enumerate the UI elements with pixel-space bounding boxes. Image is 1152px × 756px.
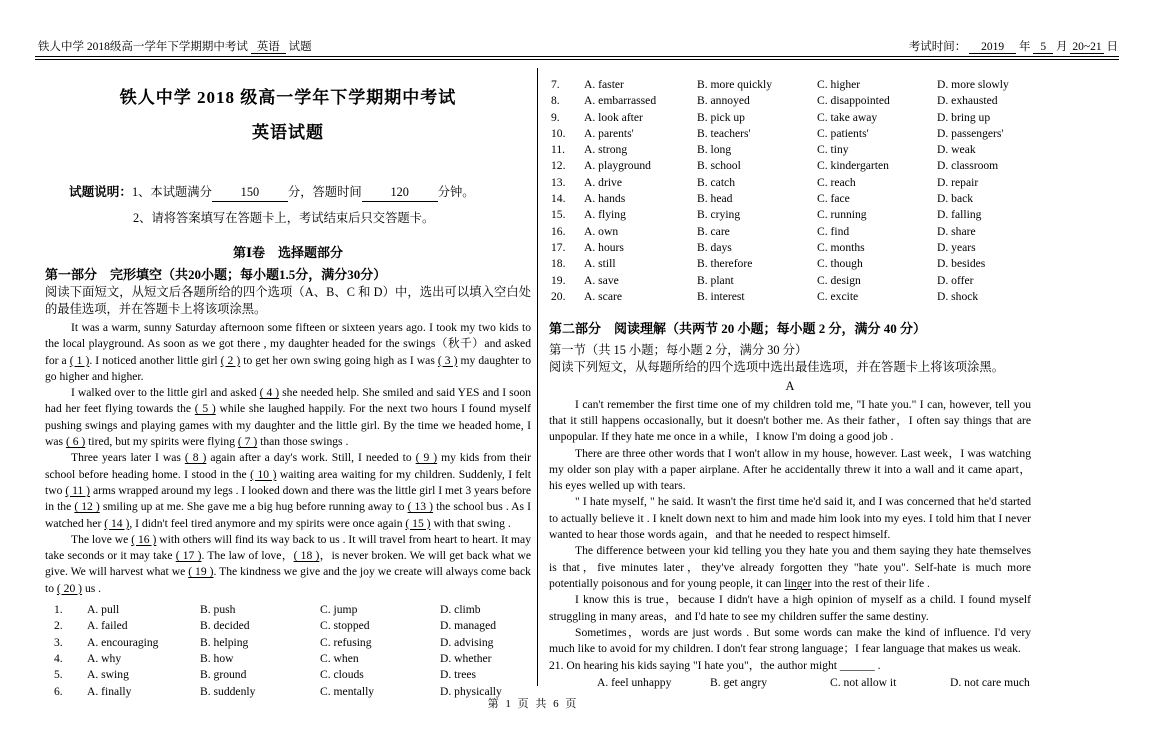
header-subject: 英语 (251, 41, 286, 54)
option-a: A. encouraging (87, 635, 159, 649)
cloze-options-7-20 (549, 70, 1031, 305)
passage-text: waiting area waiting for my children. Suddenly, I felt two (45, 467, 531, 497)
option-c: C. mentally (320, 684, 375, 698)
option-b: B. days (697, 240, 732, 254)
passage-text: I know this is true，because I didn't have a high opinion of myself as a child. I found myself struggling in many areas，and I'd hate to see my children suffer the same destiny. (549, 593, 1031, 623)
cloze-option-row (54, 667, 531, 683)
cloze-option-row (551, 175, 1031, 191)
option-a: A. own (584, 224, 619, 238)
passage-text: I can't remember the first time one of my children told me, "I hate you." I can, however, tell you that it still happens occasionally, but it doesn't bother me. As their father，I often say things that are unpopular. If they hate me once in a while，I know I'm doing a good job . (549, 397, 1031, 444)
option-a: A. playground (584, 159, 651, 173)
total-score-blank: 150 (212, 184, 288, 202)
passage-text: . I noticed another little girl (89, 353, 221, 367)
passage-text: " I hate myself, " he said. It wasn't the first time he'd said it, and I was concerned that he'd started to actually believe it . I knelt down next to him and made him look into my eyes. I told him that I never wanted to hear those words again，and that he needed to respect himself. (549, 495, 1031, 542)
column-divider (537, 68, 538, 686)
passage-text: Sometimes，words are just words . But some words can make the kind of influence. I'd very much like to avoid for my children. I don't fear strong language；I fear language that makes us weak. (549, 625, 1031, 656)
cloze-option-row (551, 289, 1031, 305)
option-c: C. higher (817, 78, 861, 91)
question-21-stem: 21. On hearing his kids saying "I hate you"，the author might ______ . (549, 659, 881, 673)
option-b: B. care (697, 224, 730, 238)
exam-time-year: 2019 (969, 41, 1016, 54)
passage-text: the school bus . As I watched her (45, 500, 531, 530)
option-b: B. catch (697, 175, 735, 189)
underlined-blank: ( 20 ) (56, 581, 83, 595)
option-c: C. face (817, 192, 850, 206)
option-c: C. find (817, 224, 850, 238)
cloze-option-row (551, 207, 1031, 223)
passage-text: us . (82, 581, 102, 595)
exam-notes (69, 184, 531, 227)
notes-item1-mid: 分，答题时间 (287, 185, 362, 199)
option-a: A. look after (584, 110, 643, 124)
exam-time-label: 考试时间： (908, 41, 967, 53)
option-d: D. physically (440, 684, 502, 698)
option-b: B. helping (200, 635, 249, 649)
option-c: C. jump (320, 603, 358, 617)
option-d: D. not care much (950, 675, 1030, 689)
underlined-blank: ( 14 ) (104, 516, 130, 530)
option-b: B. more quickly (697, 78, 773, 91)
underlined-blank: ( 3 ) (437, 353, 458, 367)
option-b: B. how (200, 651, 234, 665)
option-d: D. years (937, 240, 976, 254)
cloze-paragraph (45, 450, 531, 531)
passage-text: Three years later I was (71, 451, 185, 465)
option-b: B. decided (200, 619, 250, 633)
reading-passage-a (549, 397, 1031, 658)
option-c: C. disappointed (817, 94, 890, 108)
option-c: C. refusing (320, 635, 372, 649)
option-d: D. advising (440, 635, 494, 649)
passage-text: with others will find its way back to us . It will travel from heart to heart. It may take seconds or it may take (45, 532, 531, 563)
option-c: C. stopped (320, 619, 370, 633)
underlined-blank: ( 11 ) (65, 483, 91, 497)
option-c: C. clouds (320, 668, 364, 682)
option-d: D. shock (937, 289, 979, 303)
passage-text: with that swing . (430, 516, 511, 530)
cloze-paragraph (45, 320, 531, 385)
option-a: A. drive (584, 175, 622, 189)
reading-paragraph (549, 625, 1031, 658)
option-number: 19. (551, 273, 566, 287)
time-limit-blank: 120 (362, 184, 438, 202)
header-left (38, 38, 312, 54)
passage-text: my kids from their school before heading home. I stood in the (45, 451, 531, 481)
cloze-option-row (551, 110, 1031, 126)
option-c: C. design (817, 273, 861, 287)
option-number: 5. (54, 668, 63, 682)
option-d: D. falling (937, 208, 982, 222)
option-c: C. kindergarten (817, 159, 889, 173)
passage-text: The love we (71, 532, 132, 546)
page-header (38, 38, 1118, 54)
option-c: C. running (817, 208, 867, 222)
underlined-blank: ( 1 ) (69, 353, 90, 367)
option-c: C. not allow it (830, 675, 897, 689)
reading-paragraph (549, 592, 1031, 625)
cloze-paragraph (45, 532, 531, 597)
cloze-option-row (54, 635, 531, 651)
reading-paragraph (549, 494, 1031, 543)
option-a: A. faster (584, 78, 624, 91)
passage-text: It was a warm, sunny Saturday afternoon some fifteen or sixteen years ago. I took my two kids to the local playground. As soon as we got there , my daughter headed for the swings（秋千）and asked for a (45, 321, 531, 367)
passage-text: arms wrapped around my legs . I looked down and there was the little girl I met 3 years before in the (45, 483, 532, 514)
option-a: A. hours (584, 240, 624, 254)
option-a: A. hands (584, 192, 626, 206)
underlined-blank: ( 6 ) (65, 435, 86, 449)
option-number: 14. (551, 192, 566, 206)
cloze-option-row (54, 602, 531, 618)
passage-text: , I didn't feel tired anymore and my spirits were once again (129, 516, 406, 530)
underlined-blank: ( 17 ) (175, 549, 202, 563)
passage-text: she needed help. She smiled and said YES and I soon had her feet flying towards the (45, 386, 531, 416)
option-number: 10. (551, 126, 566, 140)
option-d: D. offer (937, 273, 974, 287)
option-a: A. parents' (584, 126, 634, 140)
month-char: 月 (1056, 41, 1068, 53)
underlined-blank: ( 19 ) (188, 565, 214, 579)
cloze-options-1-6 (45, 602, 531, 700)
cloze-option-row (54, 684, 531, 700)
option-number: 16. (551, 224, 566, 238)
underlined-blank: ( 12 ) (74, 500, 100, 514)
question-21-options (549, 675, 1031, 691)
option-number: 17. (551, 240, 566, 254)
option-c: C. though (817, 257, 863, 271)
year-char: 年 (1019, 41, 1031, 53)
passage-text: smiling up at me. She gave me a big hug before running away to (99, 500, 408, 514)
cloze-option-row (551, 256, 1031, 272)
option-d: D. share (937, 224, 976, 238)
option-b: B. get angry (710, 675, 767, 689)
reading-paragraph (549, 543, 1031, 592)
option-b: B. crying (697, 208, 741, 222)
passage-text: tired, but my spirits were flying (85, 435, 238, 449)
cloze-passage (45, 320, 531, 597)
option-number: 8. (551, 94, 560, 108)
cloze-option-row (551, 240, 1031, 256)
notes-item1-pre: 1、本试题满分 (131, 185, 212, 199)
underlined-blank: ( 18 ) (293, 549, 320, 563)
option-b: B. annoyed (697, 94, 750, 108)
part-1-heading: 第一部分 完形填空（共20小题；每小题1.5分，满分30分） (45, 267, 387, 282)
cloze-option-row (551, 273, 1031, 289)
cloze-option-row (551, 224, 1031, 240)
option-number: 20. (551, 289, 566, 303)
option-d: D. more slowly (937, 78, 1009, 91)
q21-option-row (564, 675, 1031, 691)
option-d: D. passengers' (937, 126, 1004, 140)
part-2-subsection: 第一节（共 15 小题；每小题 2 分，满分 30 分） (549, 343, 808, 358)
option-number: 11. (551, 143, 566, 157)
option-b: B. head (697, 192, 733, 206)
underlined-blank: ( 15 ) (405, 516, 431, 530)
option-a: A. save (584, 273, 619, 287)
cloze-paragraph (45, 385, 531, 450)
reading-paragraph (549, 446, 1031, 495)
option-number (564, 675, 597, 691)
passage-text: ，is never broken. We will get back what we give. We will harvest what we (45, 549, 531, 579)
passage-text: . The law of love， (201, 549, 294, 563)
option-d: D. climb (440, 603, 481, 617)
option-a: A. embarrassed (584, 94, 657, 108)
underlined-blank: ( 2 ) (220, 353, 241, 367)
option-d: D. exhausted (937, 94, 998, 108)
day-char: 日 (1106, 41, 1118, 53)
passage-text: while she laughed happily. For the next two hours I found myself pushing swings and playing games with my daughter and the little girl. By the time we headed home, I was (45, 402, 531, 449)
cloze-option-row (551, 126, 1031, 142)
option-a: A. failed (87, 619, 128, 633)
reading-instructions: 阅读下列短文，从每题所给的四个选项中选出最佳选项，并在答题卡上将该项涂黑。 (549, 360, 1004, 375)
option-number: 4. (54, 651, 63, 665)
option-c: C. tiny (817, 143, 849, 157)
option-number: 18. (551, 257, 566, 271)
passage-text: . The kindness we give and the joy we create will always come back to (45, 565, 531, 595)
page-footer: 第 1 页 共 6 页 (487, 698, 579, 710)
option-c: C. patients' (817, 126, 869, 140)
option-a: A. finally (87, 684, 132, 698)
option-a: A. strong (584, 143, 628, 157)
passage-text: to get her own swing going high as I was (240, 353, 438, 367)
option-a: A. flying (584, 208, 626, 222)
passage-text: again after a day's work. Still, I needed to (206, 451, 416, 465)
cloze-option-row (551, 158, 1031, 174)
option-d: D. bring up (937, 110, 991, 124)
option-number: 6. (54, 684, 63, 698)
option-b: B. teachers' (697, 126, 751, 140)
header-paper-word: 试题 (288, 41, 312, 53)
option-number: 2. (54, 619, 63, 633)
option-b: B. pick up (697, 110, 745, 124)
option-a: A. swing (87, 668, 129, 682)
option-d: D. back (937, 192, 974, 206)
cloze-option-row (551, 93, 1031, 109)
option-c: C. excite (817, 289, 859, 303)
exam-time-month: 5 (1033, 41, 1053, 54)
option-a: A. feel unhappy (597, 675, 672, 689)
option-number: 1. (54, 603, 63, 617)
option-b: B. ground (200, 668, 247, 682)
option-c: C. reach (817, 175, 856, 189)
underlined-blank: ( 16 ) (131, 532, 157, 546)
option-b: B. plant (697, 273, 734, 287)
option-b: B. suddenly (200, 684, 256, 698)
exam-title: 铁人中学 2018 级高一学年下学期期中考试 (119, 88, 457, 107)
option-d: D. managed (440, 619, 497, 633)
option-d: D. trees (440, 668, 477, 682)
underlined-blank: ( 13 ) (407, 500, 434, 514)
option-c: C. when (320, 651, 359, 665)
passage-text: I walked over to the little girl and asked (71, 386, 260, 400)
option-b: B. push (200, 603, 236, 617)
part-2-heading: 第二部分 阅读理解（共两节 20 小题；每小题 2 分，满分 40 分） (549, 321, 927, 337)
notes-item1-post: 分钟。 (437, 185, 475, 199)
option-a: A. still (584, 257, 616, 271)
header-exam-name: 铁人中学 2018级高一学年下学期期中考试 (38, 41, 248, 53)
option-c: C. months (817, 240, 865, 254)
cloze-option-row (551, 77, 1031, 93)
passage-a-label: A (785, 378, 795, 393)
underlined-blank: ( 5 ) (194, 402, 216, 416)
right-column (549, 70, 1031, 691)
option-b: B. long (697, 143, 732, 157)
option-a: A. scare (584, 289, 622, 303)
passage-text: There are three other words that I won't allow in my house, however. Last week，I was watching my older son play with a paper airplane. After he accidentally threw it into a wall and it came apart，his eyes welled up with tears. (549, 446, 1031, 493)
cloze-option-row (551, 142, 1031, 158)
cloze-option-row (54, 651, 531, 667)
exam-time-day: 20~21 (1072, 41, 1102, 53)
option-d: D. weak (937, 143, 976, 157)
option-number: 3. (54, 635, 63, 649)
left-column (45, 70, 531, 700)
option-number: 7. (551, 78, 560, 91)
passage-text: The difference between your kid telling you they hate you and them saying they hate themselves is that，five minutes later，they've already forgotten they "hate you". Self-hate is much more potentially poisonous and for young people, it can (549, 544, 1031, 590)
option-d: D. classroom (937, 159, 999, 173)
option-b: B. school (697, 159, 741, 173)
underlined-blank: linger (784, 576, 812, 590)
underlined-blank: ( 8 ) (184, 451, 207, 465)
exam-notes-line1 (69, 184, 531, 202)
option-b: B. therefore (697, 257, 753, 271)
exam-notes-line2: 2、请将答案填写在答题卡上，考试结束后只交答题卡。 (133, 211, 435, 225)
volume-1-heading: 第Ⅰ卷 选择题部分 (232, 245, 344, 260)
reading-paragraph (549, 397, 1031, 446)
option-number: 15. (551, 208, 566, 222)
exam-subtitle: 英语试题 (252, 123, 324, 142)
option-b: B. interest (697, 289, 745, 303)
underlined-blank: ( 4 ) (259, 386, 280, 400)
header-right (909, 38, 1118, 54)
cloze-instructions: 阅读下面短文，从短文后各题所给的四个选项（A、B、C 和 D）中，选出可以填入空白处的最佳选项，并在答题卡上将该项涂黑。 (45, 285, 531, 316)
option-number: 12. (551, 159, 566, 173)
option-d: D. whether (440, 651, 492, 665)
cloze-option-row (551, 191, 1031, 207)
option-c: C. take away (817, 110, 878, 124)
underlined-blank: ( 9 ) (415, 451, 438, 465)
underlined-blank: ( 10 ) (250, 467, 277, 481)
option-d: D. besides (937, 257, 986, 271)
header-double-rule (35, 56, 1119, 60)
option-a: A. pull (87, 603, 120, 617)
passage-text: than those swings . (257, 435, 349, 449)
passage-text: into the rest of their life . (811, 576, 930, 590)
option-number: 9. (551, 110, 560, 124)
underlined-blank: ( 7 ) (237, 435, 258, 449)
option-number: 13. (551, 175, 566, 189)
option-a: A. why (87, 651, 122, 665)
passage-text: my daughter to go higher and higher. (45, 353, 531, 383)
option-d: D. repair (937, 175, 979, 189)
exam-notes-label: 试题说明： (69, 185, 132, 199)
cloze-option-row (54, 618, 531, 634)
